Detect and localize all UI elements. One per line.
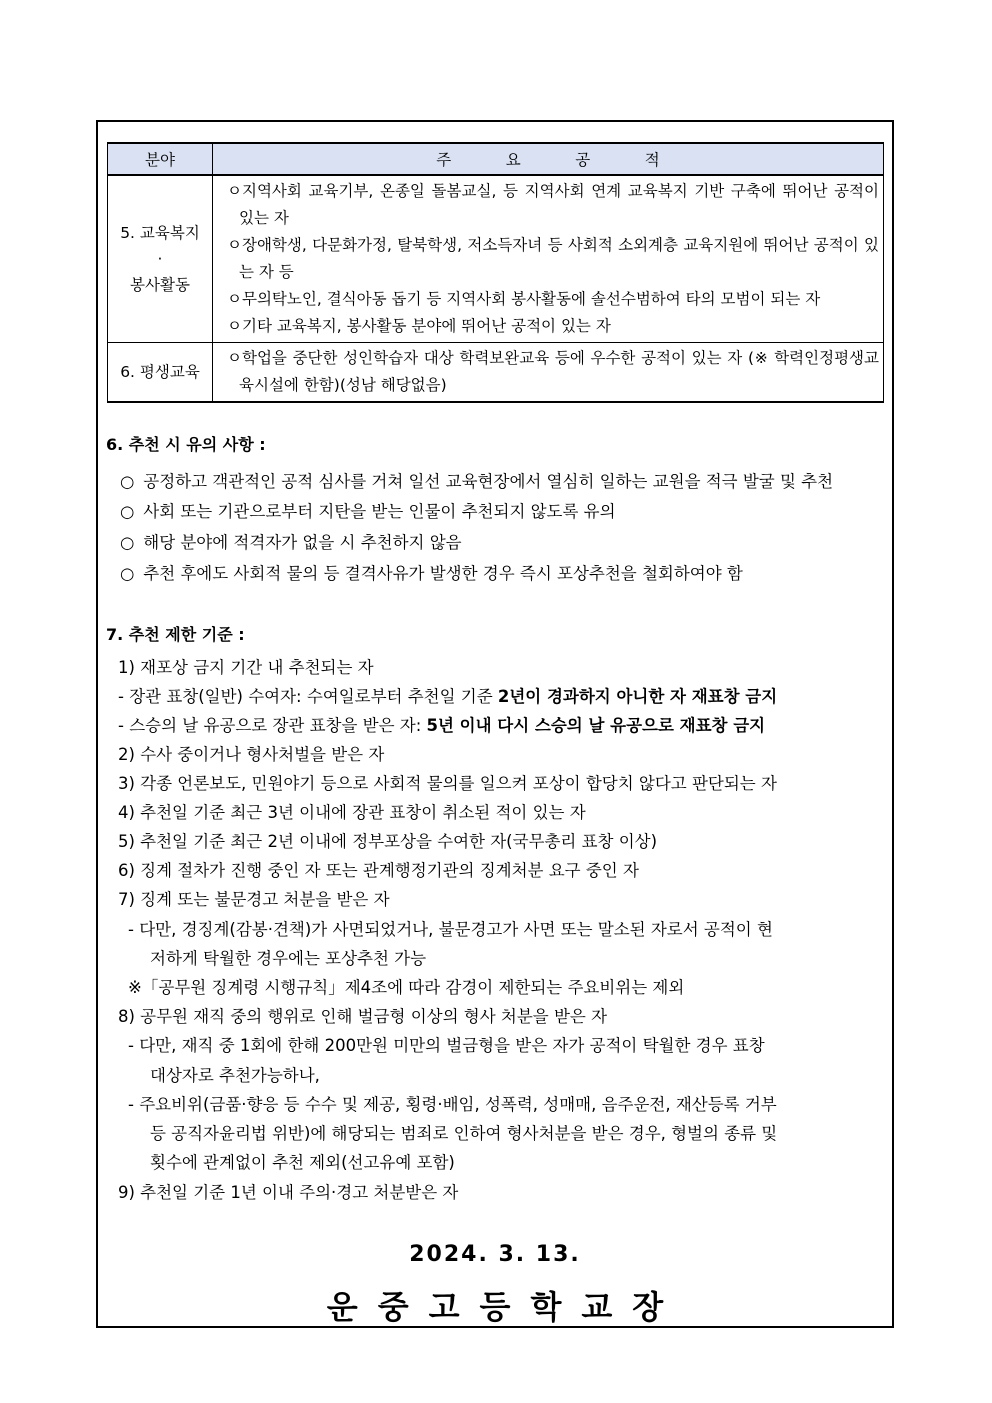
category-cell	[108, 175, 213, 343]
section6-item	[120, 529, 462, 553]
rule-line: 저하게 탁월한 경우에는 포상추천 가능	[150, 949, 427, 968]
rule-line: - 주요비위(금품·향응 등 수수 및 제공, 횡령·배임, 성폭력, 성매매, 음주운전, 재산등록 거부	[128, 1095, 777, 1114]
rule-note: ※「공무원 징계령 시행규칙」제4조에 따라 감경이 제한되는 주요비위는 제외	[128, 978, 685, 997]
rule-line: 5) 추천일 기준 최근 2년 이내에 정부포상을 수여한 자(국무총리 표창 이상)	[118, 832, 658, 851]
category-label: 6. 평생교육	[120, 363, 200, 381]
rule-text: - 스승의 날 유공으로 장관 표창을 받은 자:	[118, 716, 427, 735]
rule-line: 6) 징계 절차가 진행 중인 자 또는 관계행정기관의 징계처분 요구 중인 자	[118, 861, 639, 880]
section6-title: 6. 추천 시 유의 사항 :	[106, 435, 266, 454]
header-merit-text: 주 요 공 적	[436, 151, 685, 169]
merit-item: ㅇ지역사회 교육기부, 온종일 돌봄교실, 등 지역사회 연계 교육복지 기반 구축에 뛰어난 공적이 있는 자	[227, 182, 879, 227]
rule-line: 4) 추천일 기준 최근 3년 이내에 장관 표창이 취소된 적이 있는 자	[118, 803, 586, 822]
rule-line: 3) 각종 언론보도, 민원야기 등으로 사회적 물의를 일으켜 포상이 합당치 않다고 판단되는 자	[118, 774, 777, 793]
merit-item: ㅇ무의탁노인, 결식아동 돕기 등 지역사회 봉사활동에 솔선수범하여 타의 모범이 되는 자	[227, 290, 821, 308]
circle-bullet-icon: ○	[120, 472, 135, 491]
section6-item-text: 사회 또는 기관으로부터 지탄을 받는 인물이 추천되지 않도록 유의	[143, 502, 616, 521]
circle-bullet-icon: ○	[120, 533, 135, 552]
rule-line	[118, 683, 777, 707]
rule-line: 대상자로 추천가능하나,	[150, 1066, 320, 1085]
rule-line: 등 공직자윤리법 위반)에 해당되는 범죄로 인하여 형사처분을 받은 경우, 형벌의 종류 및	[150, 1124, 778, 1143]
rule-line: 9) 추천일 기준 1년 이내 주의·경고 처분받은 자	[118, 1183, 459, 1202]
document-frame	[96, 120, 894, 1328]
section7-title: 7. 추천 제한 기준 :	[106, 625, 245, 644]
header-merit	[213, 143, 884, 175]
category-cell	[108, 343, 213, 403]
merit-item: ㅇ장애학생, 다문화가정, 탈북학생, 저소득자녀 등 사회적 소외계층 교육지원에 뛰어난 공적이 있는 자 등	[227, 236, 879, 281]
rule-emphasis: 5년 이내 다시 스승의 날 유공으로 재표창 금지	[426, 716, 766, 735]
section6-item	[120, 468, 833, 492]
circle-bullet-icon: ○	[120, 502, 135, 521]
rule-line: 7) 징계 또는 불문경고 처분을 받은 자	[118, 890, 390, 909]
rule-line: 1) 재포상 금지 기간 내 추천되는 자	[118, 658, 374, 677]
rule-line: 8) 공무원 재직 중의 행위로 인해 벌금형 이상의 형사 처분을 받은 자	[118, 1007, 608, 1026]
rule-line: 2) 수사 중이거나 형사처벌을 받은 자	[118, 745, 385, 764]
section6-item	[120, 560, 743, 584]
rule-line: - 다만, 경징계(감봉·견책)가 사면되었거나, 불문경고가 사면 또는 말소된 자로서 공적이 현	[128, 920, 773, 939]
section6-item-text: 추천 후에도 사회적 물의 등 결격사유가 발생한 경우 즉시 포상추천을 철회하여야 함	[143, 564, 743, 583]
rule-line	[118, 712, 765, 736]
issuer-signature: 운중고등학교장	[326, 1288, 684, 1326]
table-row	[108, 175, 884, 343]
category-label: 5. 교육복지	[120, 224, 200, 242]
circle-bullet-icon: ○	[120, 564, 135, 583]
merit-cell	[213, 175, 884, 343]
document-date: 2024. 3. 13.	[409, 1242, 581, 1267]
merit-item: ㅇ학업을 중단한 성인학습자 대상 학력보완교육 등에 우수한 공적이 있는 자 (※ 학력인정평생교육시설에 한함)(성남 해당없음)	[227, 349, 879, 394]
header-category: 분야	[108, 143, 213, 175]
section6-item-text: 공정하고 객관적인 공적 심사를 거쳐 일선 교육현장에서 열심히 일하는 교원을 적극 발굴 및 추천	[143, 472, 834, 491]
rule-line: 횟수에 관계없이 추천 제외(선고유예 포함)	[150, 1153, 455, 1172]
category-label-2: 봉사활동	[130, 276, 190, 294]
rule-line: - 다만, 재직 중 1회에 한해 200만원 미만의 벌금형을 받은 자가 공적이 탁월한 경우 표창	[128, 1036, 765, 1055]
table-header-row	[108, 143, 884, 175]
section6-item	[120, 498, 616, 522]
category-separator: ·	[157, 250, 163, 268]
merit-table	[107, 142, 884, 403]
rule-emphasis: 2년이 경과하지 아니한 자 재표창 금지	[497, 687, 778, 706]
rule-text: - 장관 표창(일반) 수여자: 수여일로부터 추천일 기준	[118, 687, 498, 706]
merit-item: ㅇ기타 교육복지, 봉사활동 분야에 뛰어난 공적이 있는 자	[227, 317, 611, 335]
merit-cell	[213, 343, 884, 403]
section6-item-text: 해당 분야에 적격자가 없을 시 추천하지 않음	[143, 533, 462, 552]
table-row	[108, 343, 884, 403]
